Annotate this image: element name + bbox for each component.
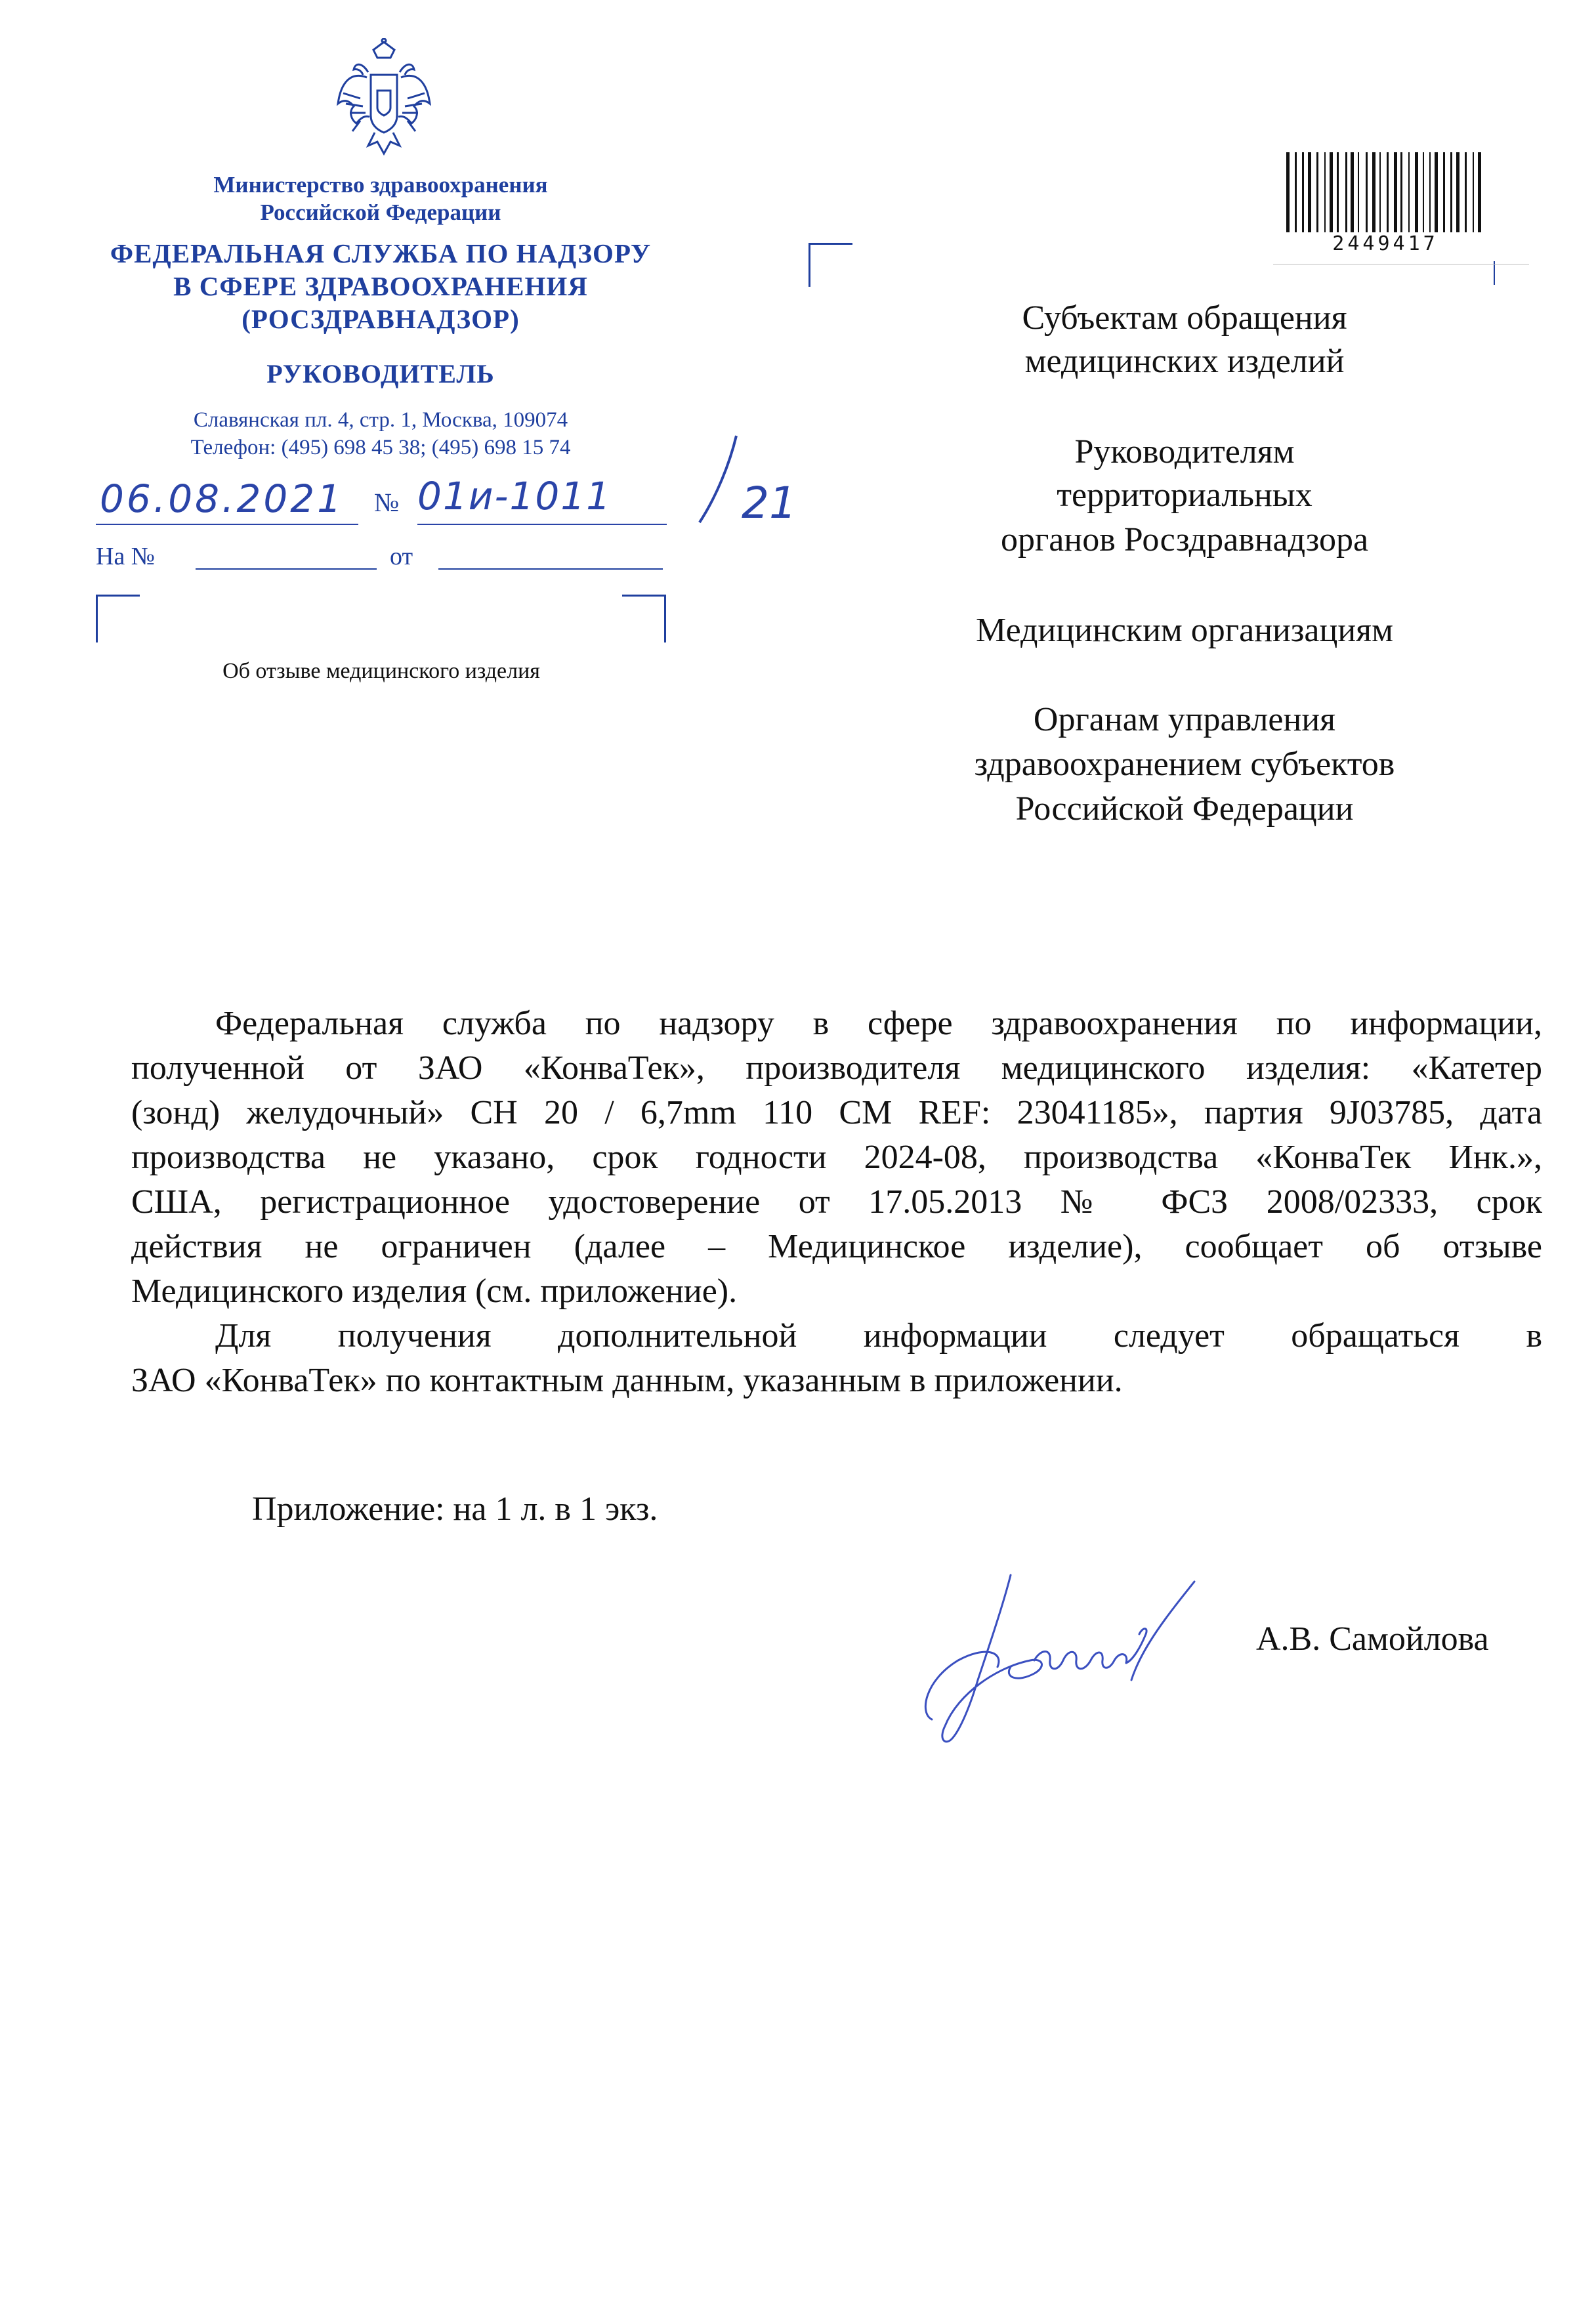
addressee-line: территориальных xyxy=(1057,476,1312,514)
barcode-bar xyxy=(1415,152,1418,232)
body-line: Для получения дополнительной информации следует обращаться в xyxy=(215,1317,1542,1355)
barcode-bar xyxy=(1387,152,1389,232)
addressee-corner-left xyxy=(808,243,852,287)
barcode-bar xyxy=(1351,152,1354,232)
addressee-corner-right xyxy=(1494,261,1495,285)
barcode-bar xyxy=(1450,152,1452,232)
barcode-bar xyxy=(1473,152,1474,232)
signer-name: А.В. Самойлова xyxy=(1256,1620,1489,1658)
letter-subject: Об отзыве медицинского изделия xyxy=(222,659,540,683)
date-underline xyxy=(96,524,358,525)
body-line: США, регистрационное удостоверение от 17.05.2013 № ФСЗ 2008/02333, срок xyxy=(131,1183,1542,1221)
body-line: ЗАО «КонваТек» по контактным данным, указанным в приложении. xyxy=(131,1362,1123,1399)
reply-number-label: На № xyxy=(96,543,156,570)
barcode-bar xyxy=(1443,152,1445,232)
barcode-icon xyxy=(1286,152,1484,232)
body-line: действия не ограничен (далее – Медицинское изделие), сообщает об отзыве xyxy=(131,1228,1542,1265)
barcode-bar xyxy=(1324,152,1326,232)
handwritten-number-suffix: 21 xyxy=(742,478,797,528)
barcode-bar xyxy=(1308,152,1311,232)
office-address: Славянская пл. 4, стр. 1, Москва, 109074 xyxy=(193,408,568,432)
body-line: (зонд) желудочный» CH 20 / 6,7mm 110 CM REF: 23041185», партия 9J03785, дата xyxy=(131,1094,1542,1131)
addressee-line: Субъектам обращения xyxy=(1022,299,1347,337)
barcode-bar xyxy=(1429,152,1431,232)
slash-stroke-icon xyxy=(690,431,743,529)
barcode-bar xyxy=(1400,152,1402,232)
body-line: полученной от ЗАО «КонваТек», производителя медицинского изделия: «Катетер xyxy=(131,1049,1542,1087)
number-sign: № xyxy=(374,488,400,517)
barcode-bar xyxy=(1478,152,1481,232)
reply-date-blank xyxy=(438,568,663,570)
ministry-name-line1: Министерство здравоохранения xyxy=(213,172,548,198)
barcode-bar xyxy=(1345,152,1347,232)
coat-of-arms-icon xyxy=(334,38,434,159)
body-line: Медицинского изделия (см. приложение). xyxy=(131,1273,738,1310)
barcode-bar xyxy=(1286,152,1290,232)
barcode-bar xyxy=(1337,152,1339,232)
addressee-line: органов Росздравнадзора xyxy=(1000,521,1369,558)
service-name-line3: (РОСЗДРАВНАДЗОР) xyxy=(242,304,520,334)
addressee-line: Российской Федерации xyxy=(1015,790,1354,828)
body-line: производства не указано, срок годности 2024-08, производства «КонваТек Инк.», xyxy=(131,1139,1542,1176)
barcode-bar xyxy=(1435,152,1438,232)
attachment-note: Приложение: на 1 л. в 1 экз. xyxy=(252,1490,658,1528)
subject-corner-left xyxy=(96,595,140,642)
barcode-bar xyxy=(1394,152,1397,232)
office-phone: Телефон: (495) 698 45 38; (495) 698 15 74 xyxy=(190,436,571,459)
body-line: Федеральная служба по надзору в сфере здравоохранения по информации, xyxy=(215,1005,1542,1042)
barcode-bar xyxy=(1302,152,1304,232)
service-name-line1: ФЕДЕРАЛЬНАЯ СЛУЖБА ПО НАДЗОРУ xyxy=(110,238,652,268)
barcode-bar xyxy=(1408,152,1410,232)
handwritten-signature-icon xyxy=(906,1562,1234,1772)
addressee-line: Руководителям xyxy=(1074,433,1295,471)
barcode-bar xyxy=(1295,152,1297,232)
barcode-bar xyxy=(1366,152,1368,232)
ministry-name-line2: Российской Федерации xyxy=(260,200,501,225)
barcode-bar xyxy=(1423,152,1424,232)
barcode-bar xyxy=(1330,152,1333,232)
barcode-bar xyxy=(1316,152,1318,232)
number-underline xyxy=(417,524,667,525)
addressee-line: медицинских изделий xyxy=(1024,343,1345,380)
barcode-number: 2449417 xyxy=(1332,232,1438,255)
head-title: РУКОВОДИТЕЛЬ xyxy=(266,359,495,389)
reply-date-label: от xyxy=(390,543,413,570)
barcode-bar xyxy=(1379,152,1381,232)
handwritten-date: 06.08.2021 xyxy=(100,476,345,521)
subject-corner-right xyxy=(622,595,666,642)
barcode-bar xyxy=(1358,152,1359,232)
barcode-bar xyxy=(1372,152,1376,232)
service-name-line2: В СФЕРЕ ЗДРАВООХРАНЕНИЯ xyxy=(173,271,588,301)
handwritten-number: 01и-1011 xyxy=(417,474,612,518)
reply-number-blank xyxy=(196,568,377,570)
addressee-line: здравоохранением субъектов xyxy=(974,746,1395,783)
barcode-bar xyxy=(1456,152,1460,232)
addressee-line: Медицинским организациям xyxy=(976,612,1393,649)
addressee-line: Органам управления xyxy=(1033,701,1336,738)
barcode-bar xyxy=(1465,152,1467,232)
